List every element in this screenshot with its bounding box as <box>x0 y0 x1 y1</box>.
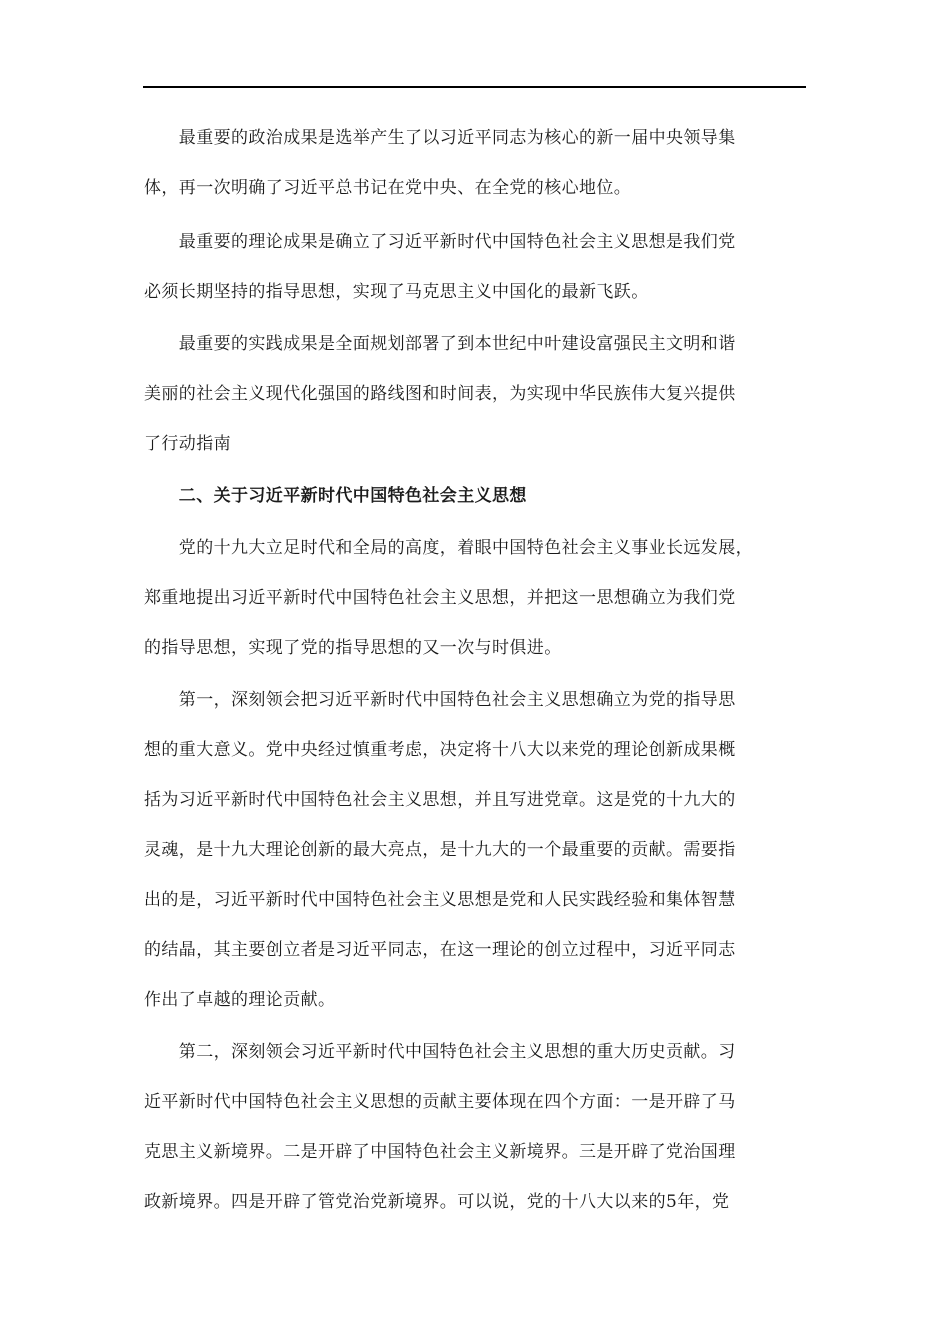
paragraph-line: 最重要的政治成果是选举产生了以习近平同志为核心的新一届中央领导集 <box>144 128 736 148</box>
paragraph-line: 最重要的实践成果是全面规划部署了到本世纪中叶建设富强民主文明和谐 <box>144 334 736 354</box>
section-heading: 二、关于习近平新时代中国特色社会主义思想 <box>144 486 527 506</box>
paragraph-line: 克思主义新境界。二是开辟了中国特色社会主义新境界。三是开辟了党治国理 <box>144 1142 736 1162</box>
paragraph-line: 的指导思想，实现了党的指导思想的又一次与时俱进。 <box>144 638 562 658</box>
paragraph-line: 第二，深刻领会习近平新时代中国特色社会主义思想的重大历史贡献。习 <box>144 1042 736 1062</box>
paragraph-line: 近平新时代中国特色社会主义思想的贡献主要体现在四个方面：一是开辟了马 <box>144 1092 736 1112</box>
header-rule <box>143 86 806 88</box>
paragraph-line: 括为习近平新时代中国特色社会主义思想，并且写进党章。这是党的十九大的 <box>144 790 736 810</box>
paragraph-line: 灵魂，是十九大理论创新的最大亮点，是十九大的一个最重要的贡献。需要指 <box>144 840 736 860</box>
paragraph-line: 必须长期坚持的指导思想，实现了马克思主义中国化的最新飞跃。 <box>144 282 649 302</box>
paragraph-line: 第一，深刻领会把习近平新时代中国特色社会主义思想确立为党的指导思 <box>144 690 736 710</box>
paragraph-line: 政新境界。四是开辟了管党治党新境界。可以说，党的十八大以来的5年，党 <box>144 1192 730 1212</box>
paragraph-line: 出的是，习近平新时代中国特色社会主义思想是党和人民实践经验和集体智慧 <box>144 890 736 910</box>
paragraph-line: 想的重大意义。党中央经过慎重考虑，决定将十八大以来党的理论创新成果概 <box>144 740 736 760</box>
paragraph-line: 的结晶，其主要创立者是习近平同志，在这一理论的创立过程中，习近平同志 <box>144 940 736 960</box>
paragraph-line: 美丽的社会主义现代化强国的路线图和时间表，为实现中华民族伟大复兴提供 <box>144 384 736 404</box>
paragraph-line: 最重要的理论成果是确立了习近平新时代中国特色社会主义思想是我们党 <box>144 232 736 252</box>
paragraph-line: 体，再一次明确了习近平总书记在党中央、在全党的核心地位。 <box>144 178 632 198</box>
paragraph-line: 了行动指南 <box>144 434 231 454</box>
paragraph-line: 郑重地提出习近平新时代中国特色社会主义思想，并把这一思想确立为我们党 <box>144 588 736 608</box>
paragraph-line: 作出了卓越的理论贡献。 <box>144 990 336 1010</box>
paragraph-line: 党的十九大立足时代和全局的高度，着眼中国特色社会主义事业长远发展， <box>144 538 753 558</box>
